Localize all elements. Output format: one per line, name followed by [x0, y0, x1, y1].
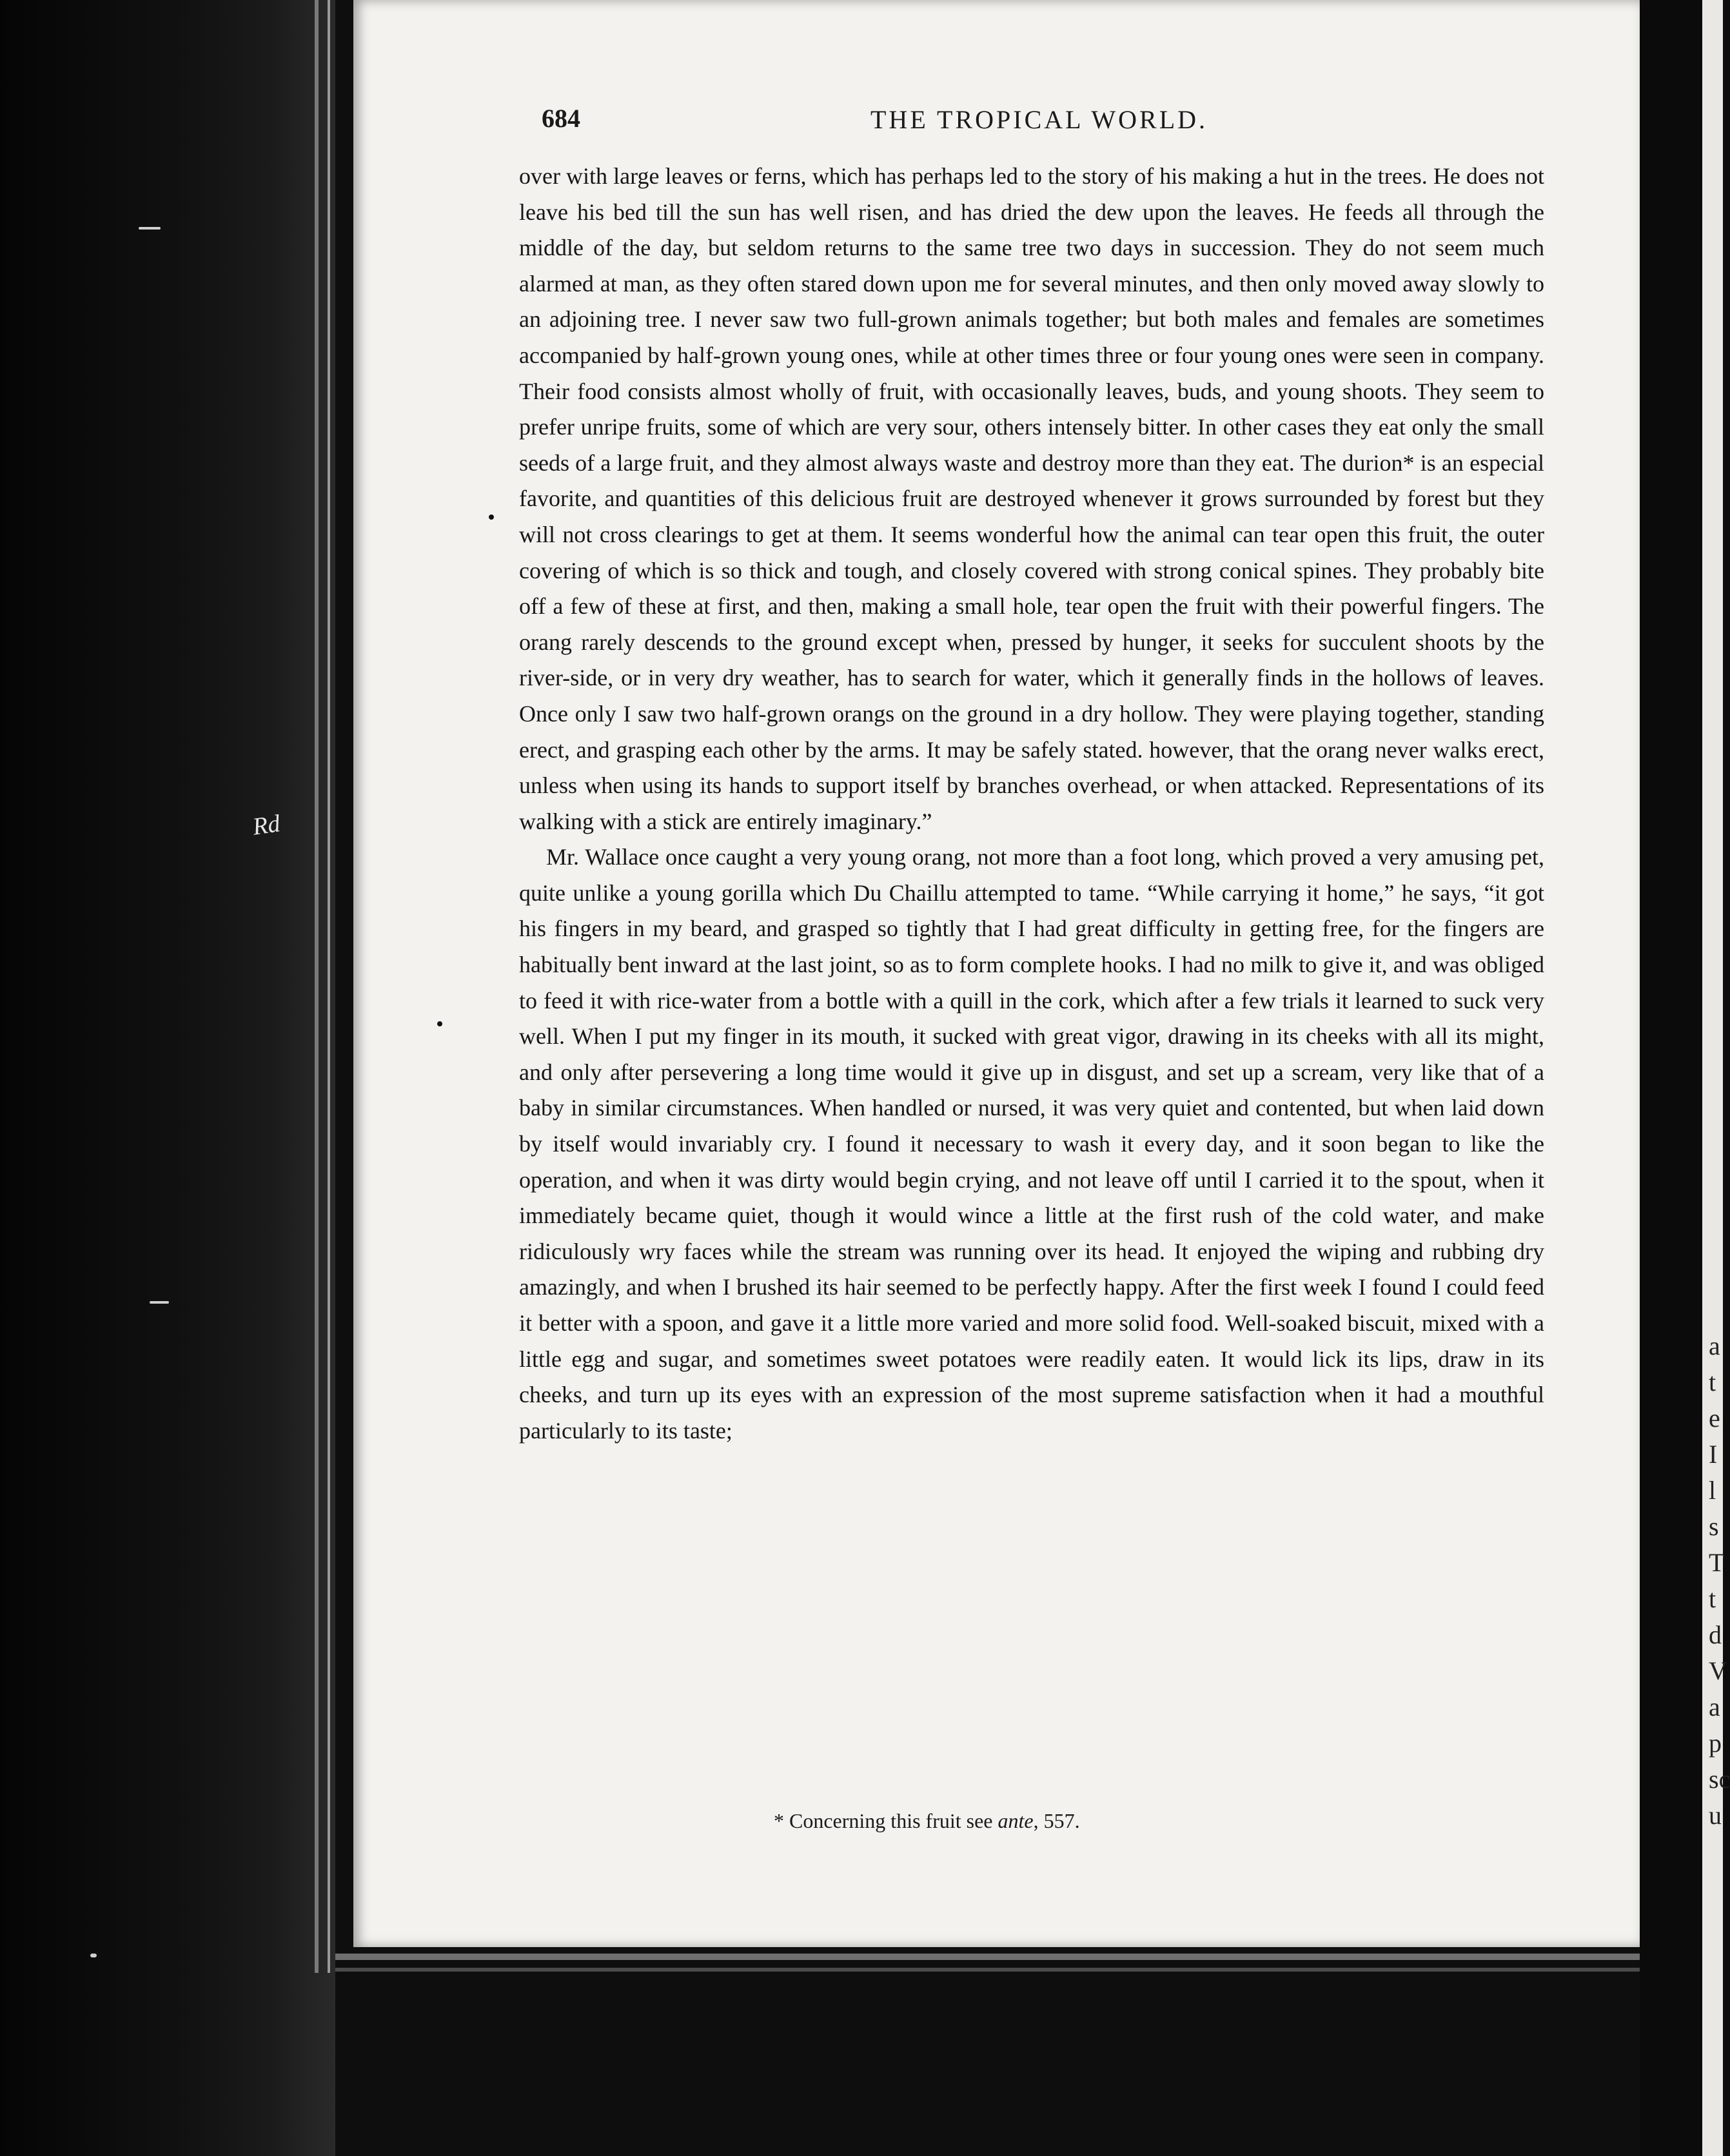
page-number: 684 [542, 104, 580, 133]
footnote-italic: ante [998, 1809, 1034, 1832]
running-head [542, 103, 1548, 142]
running-title: THE TROPICAL WORLD. [870, 105, 1208, 134]
binding-edge [328, 0, 330, 1973]
gutter-mark [90, 1954, 97, 1957]
paragraph: over with large leaves or ferns, which has perhaps led to the story of his making a hut in the trees. He does not leave his bed till the sun has well risen, and has dried the dew upon the leaves. He feeds all through the middle of the day, but seldom returns to the same tree two days in succession. They do not seem much alarmed at man, as they often stared down upon me for several minutes, and then only moved away slowly to an adjoining tree. I never saw two full-grown animals together; but both males and females are sometimes accompanied by half-grown young ones, while at other times three or four young ones were seen in company. Their food consists almost wholly of fruit, with occasionally leaves, buds, and young shoots. They seem to prefer unripe fruits, some of which are very sour, others intensely bitter. In other cases they eat only the small seeds of a large fruit, and they almost always waste and destroy more than they eat. The durion* is an especial favorite, and quantities of this delicious fruit are destroyed whenever it grows surrounded by forest but they will not cross clearings to get at them. It seems wonderful how the animal can tear open this fruit, the outer covering of which is so thick and tough, and closely covered with strong conical spines. They probably bite off a few of these at first, and then, making a small hole, tear open the fruit with their powerful fingers. The orang rarely descends to the ground except when, pressed by hunger, it seeks for succulent shoots by the river-side, or in very dry weather, has to search for water, which it generally finds in the hollows of leaves. Once only I saw two half-grown orangs on the ground in a dry hollow. They were playing together, standing erect, and grasping each other by the arms. It may be safely stated. however, that the orang never walks erect, unless when using its hands to support itself by branches overhead, or when attacked. Representations of its walking with a stick are entirely imaginary.” [519, 163, 1544, 834]
page-bottom-edge [335, 1968, 1651, 1972]
footnote [774, 1809, 1080, 1833]
gutter-mark [150, 1301, 169, 1304]
handwritten-margin-note: Rd [251, 810, 282, 841]
facing-page-text-fragment: a t e I l s T t d V a p sc u [1709, 1331, 1730, 1830]
book-gutter [0, 0, 335, 2156]
binding-edge [315, 0, 319, 1973]
page-bottom-edge [335, 1954, 1651, 1960]
paragraph: Mr. Wallace once caught a very young orang, not more than a foot long, which proved a very amusing pet, quite unlike a young gorilla which Du Chaillu attempted to tame. “While carrying it home,” he says, “it got his fingers in my beard, and grasped so tightly that I had great difficulty in getting free, for the fingers are habitually bent inward at the last joint, so as to form complete hooks. I had no milk to give it, and was obliged to feed it with rice-water from a bottle with a quill in the cork, which after a few trials it learned to suck very well. When I put my finger in its mouth, it sucked with great vigor, drawing in its cheeks with all its might, and only after persevering a long time would it give up in disgust, and set up a scream, very like that of a baby in similar circumstances. When handled or nursed, it was very quiet and contented, but when laid down by itself would invariably cry. I found it necessary to wash it every day, and it soon began to like the operation, and when it was dirty would begin crying, and not leave off until I carried it to the spout, when it immediately became quiet, though it would wince a little at the first rush of the cold water, and make ridiculously wry faces while the stream was running over its head. It enjoyed the wiping and rubbing dry amazingly, and when I brushed its hair seemed to be perfectly happy. After the first week I found I could feed it better with a spoon, and gave it a little more varied and more solid food. Well-soaked biscuit, mixed with a little egg and sugar, and sometimes sweet potatoes were readily eaten. It would lick its lips, draw in its cheeks, and turn up its eyes with an expression of the most supreme satisfaction when it had a mouthful particularly to its taste; [519, 844, 1544, 1444]
footnote-prefix: * Concerning this fruit see [774, 1809, 998, 1832]
body-text [519, 159, 1544, 1449]
page-speck [489, 514, 494, 520]
footnote-suffix: , 557. [1033, 1809, 1080, 1832]
page-speck [437, 1021, 442, 1026]
gutter-mark [139, 227, 161, 230]
